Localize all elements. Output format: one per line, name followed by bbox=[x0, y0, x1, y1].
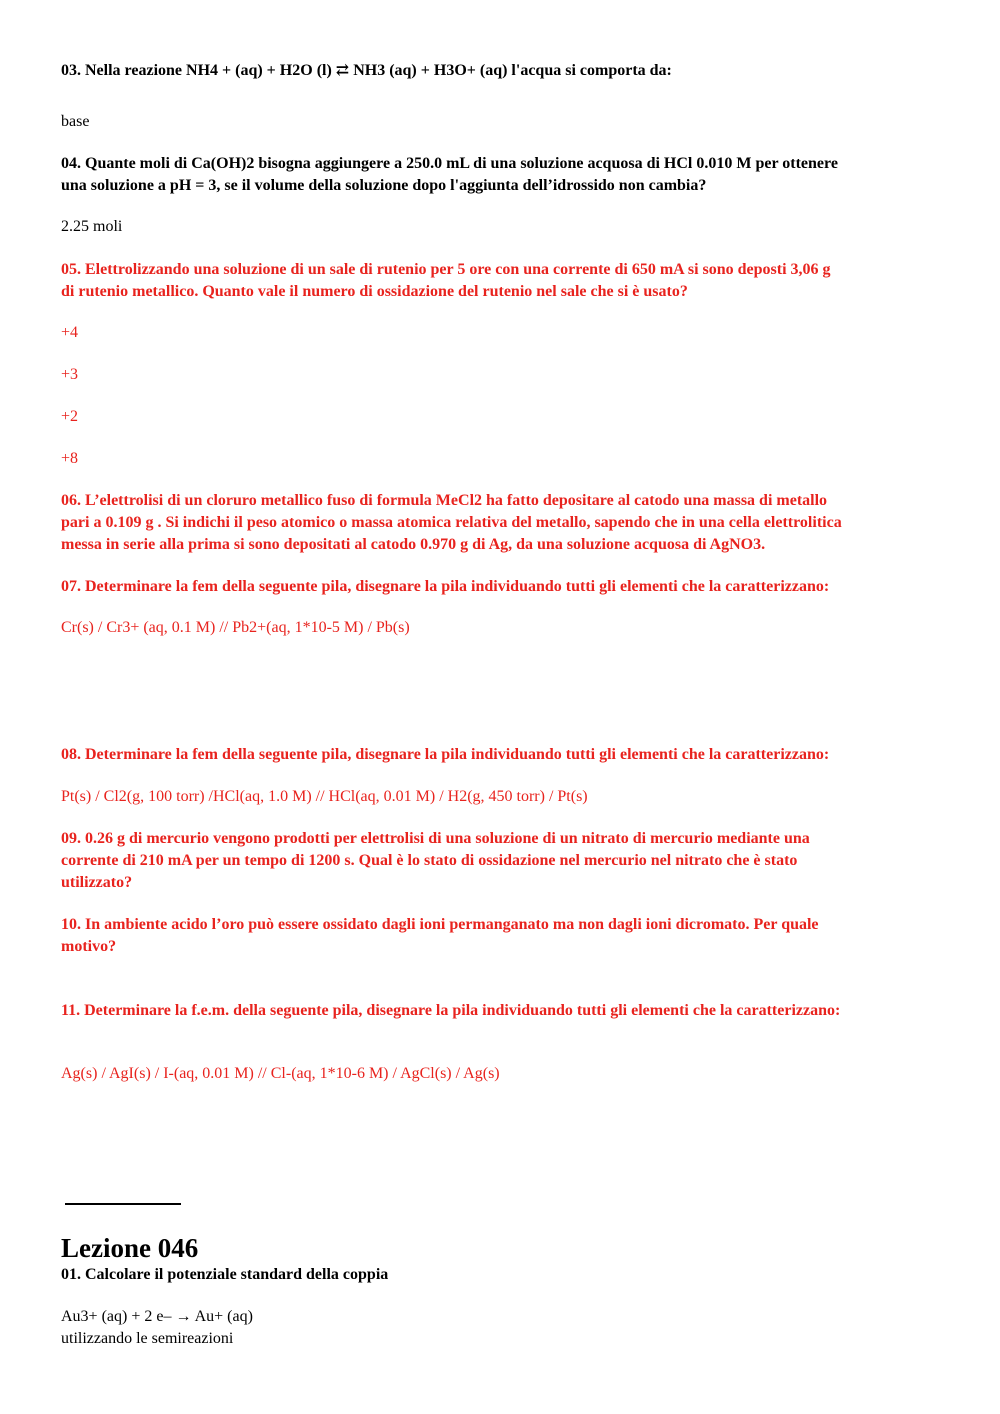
question-06-line-2: pari a 0.109 g . Si indichi il peso atomico o massa atomica relativa del metallo, sapendo che in una cella elettrolitica bbox=[61, 514, 842, 531]
question-10-line-1: 10. In ambiente acido l’oro può essere ossidato dagli ioni permanganato ma non dagli ioni dicromato. Per quale bbox=[61, 916, 819, 933]
question-03: 03. Nella reazione NH4 + (aq) + H2O (l) ⇄ NH3 (aq) + H3O+ (aq) l'acqua si comporta da: bbox=[61, 62, 672, 79]
answer-03: base bbox=[61, 113, 90, 130]
lesson-question-01: 01. Calcolare il potenziale standard della coppia bbox=[61, 1266, 389, 1283]
question-06-line-1: 06. L’elettrolisi di un cloruro metallico fuso di formula MeCl2 ha fatto depositare al catodo una massa di metallo bbox=[61, 492, 828, 509]
question-05-line-2: di rutenio metallico. Quanto vale il numero di ossidazione del rutenio nel sale che si è usato? bbox=[61, 283, 688, 300]
question-06-line-3: messa in serie alla prima si sono depositati al catodo 0.970 g di Ag, da una soluzione acquosa di AgNO3. bbox=[61, 536, 766, 553]
answer-04: 2.25 moli bbox=[61, 218, 123, 235]
question-04-line-1: 04. Quante moli di Ca(OH)2 bisogna aggiungere a 250.0 mL di una soluzione acquosa di HCl 0.010 M per ottenere bbox=[61, 155, 838, 172]
question-07: 07. Determinare la fem della seguente pila, disegnare la pila individuando tutti gli elementi che la caratterizzano: bbox=[61, 578, 830, 595]
cell-notation-08: Pt(s) / Cl2(g, 100 torr) /HCl(aq, 1.0 M) // HCl(aq, 0.01 M) / H2(g, 450 torr) / Pt(s) bbox=[61, 788, 588, 805]
question-05-line-1: 05. Elettrolizzando una soluzione di un sale di rutenio per 5 ore con una corrente di 650 mA si sono deposti 3,06 g bbox=[61, 261, 831, 278]
question-04-line-2: una soluzione a pH = 3, se il volume della soluzione dopo l'aggiunta dell’idrossido non cambia? bbox=[61, 177, 707, 194]
lesson-title: Lezione 046 bbox=[61, 1233, 199, 1263]
cell-notation-11: Ag(s) / AgI(s) / I-(aq, 0.01 M) // Cl-(aq, 1*10-6 M) / AgCl(s) / Ag(s) bbox=[61, 1065, 500, 1082]
option-05-c: +2 bbox=[61, 408, 79, 425]
question-08: 08. Determinare la fem della seguente pila, disegnare la pila individuando tutti gli elementi che la caratterizzano: bbox=[61, 746, 830, 763]
question-11: 11. Determinare la f.e.m. della seguente pila, disegnare la pila individuando tutti gli elementi che la caratterizzano: bbox=[61, 1002, 841, 1019]
half-reaction-line: Au3+ (aq) + 2 e– → Au+ (aq) bbox=[61, 1308, 253, 1325]
question-09-line-1: 09. 0.26 g di mercurio vengono prodotti per elettrolisi di una soluzione di un nitrato di mercurio mediante una bbox=[61, 830, 810, 847]
option-05-a: +4 bbox=[61, 324, 79, 341]
cell-notation-07: Cr(s) / Cr3+ (aq, 0.1 M) // Pb2+(aq, 1*10-5 M) / Pb(s) bbox=[61, 619, 410, 636]
question-09-line-3: utilizzato? bbox=[61, 874, 133, 891]
half-reaction-caption: utilizzando le semireazioni bbox=[61, 1330, 234, 1347]
section-divider bbox=[65, 1203, 181, 1205]
question-10-line-2: motivo? bbox=[61, 938, 117, 955]
option-05-d: +8 bbox=[61, 450, 79, 467]
option-05-b: +3 bbox=[61, 366, 79, 383]
question-09-line-2: corrente di 210 mA per un tempo di 1200 s. Qual è lo stato di ossidazione nel mercurio nel nitrato che è stato bbox=[61, 852, 798, 869]
